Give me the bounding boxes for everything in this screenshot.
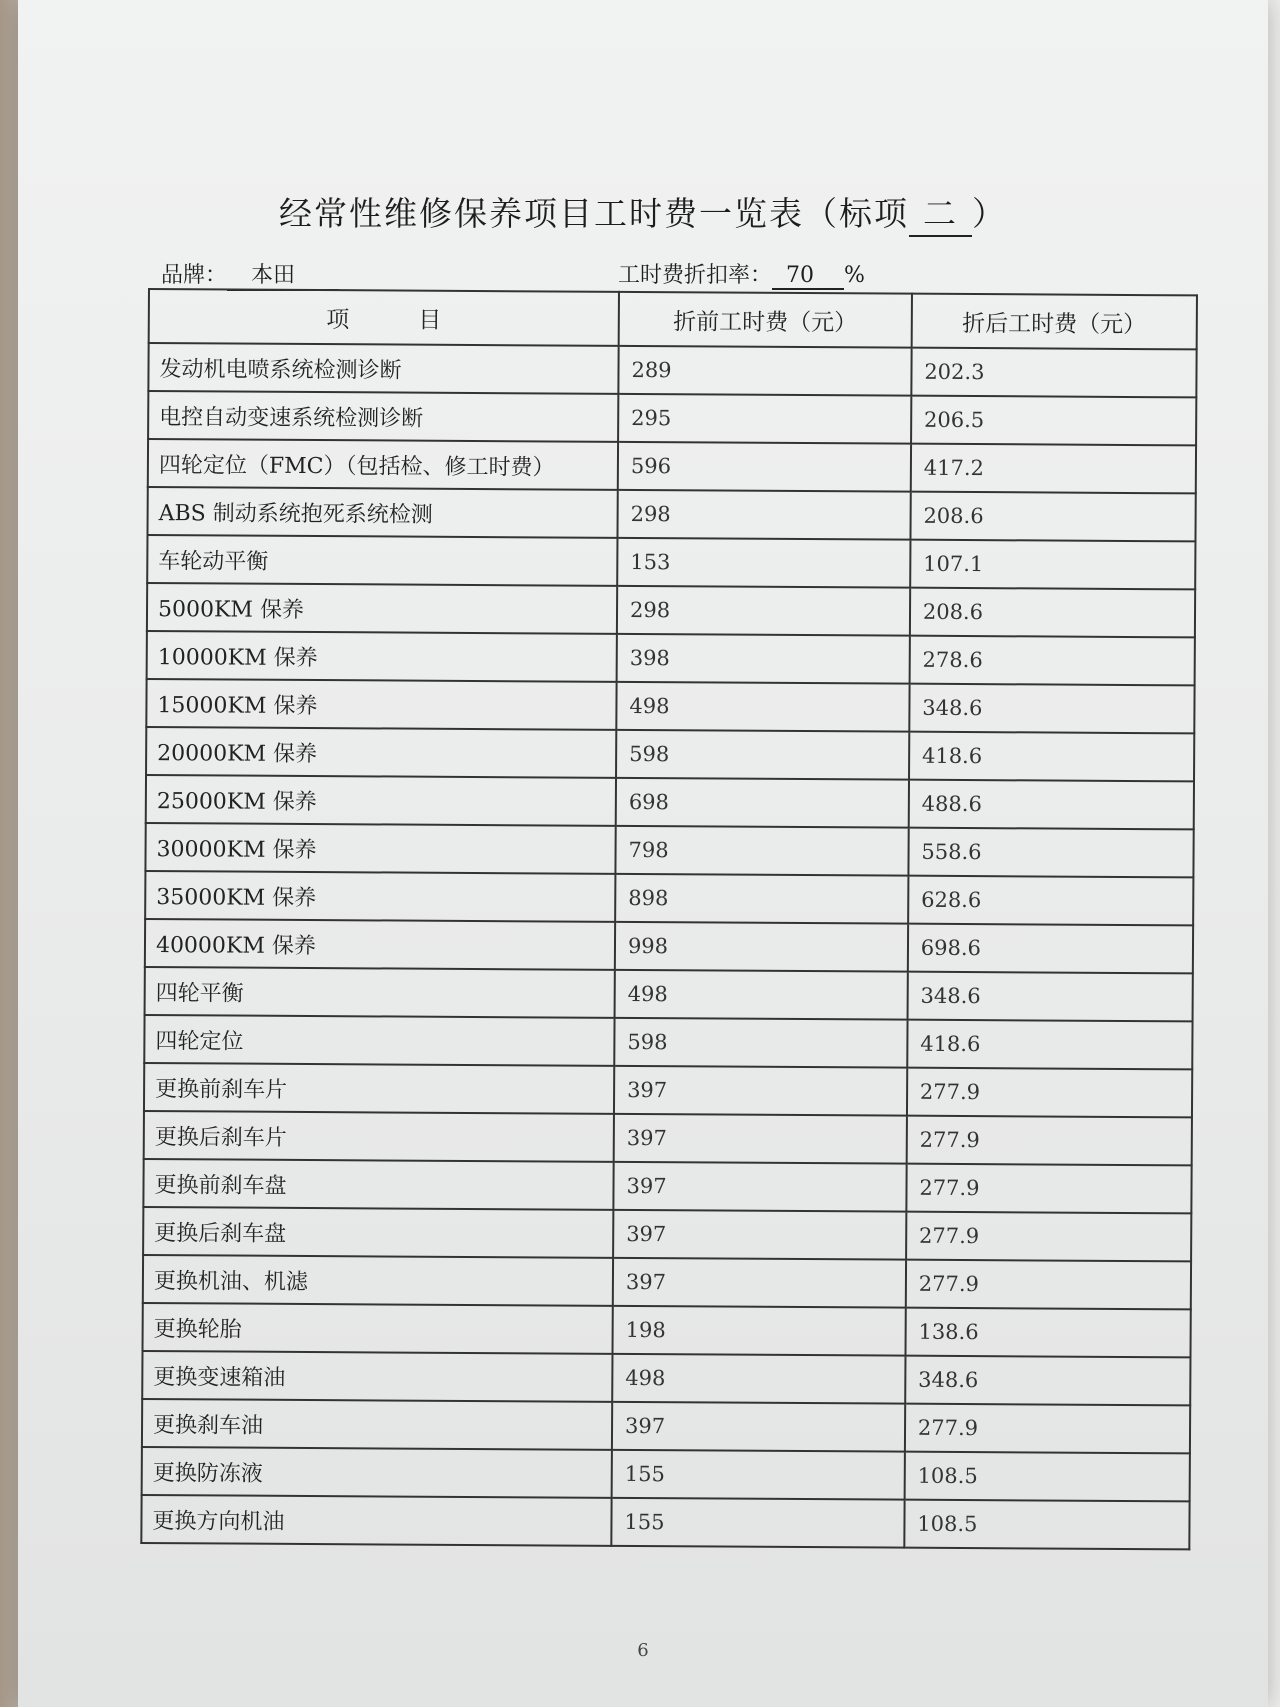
price-after-cell: 277.9 [906, 1260, 1191, 1310]
discount-unit: % [844, 263, 865, 288]
price-before-cell: 397 [614, 1114, 907, 1164]
item-name-cell: 40000KM 保养 [145, 919, 615, 970]
price-after-cell: 628.6 [908, 876, 1193, 926]
brand-value: 本田 [227, 258, 339, 291]
price-before-cell: 298 [617, 586, 910, 636]
price-after-cell: 277.9 [906, 1212, 1191, 1262]
table-body [141, 343, 1196, 1549]
item-name-cell: 四轮定位（FMC）（包括检、修工时费） [148, 439, 618, 490]
price-before-cell: 397 [613, 1258, 906, 1308]
page-number: 6 [637, 1640, 649, 1661]
price-before-cell: 397 [613, 1162, 906, 1212]
brand-label: 品牌： [161, 263, 228, 288]
header-price-before: 折前工时费（元） [619, 292, 912, 348]
price-before-cell: 598 [616, 730, 909, 780]
item-name-cell: 20000KM 保养 [146, 727, 616, 778]
table-row [148, 343, 1196, 397]
price-after-cell: 277.9 [906, 1164, 1191, 1214]
price-before-cell: 155 [612, 1450, 905, 1500]
table-row [144, 1111, 1192, 1165]
price-before-cell: 398 [617, 634, 910, 684]
item-name-cell: 10000KM 保养 [147, 631, 617, 682]
item-name-cell: 25000KM 保养 [146, 775, 616, 826]
price-before-cell: 596 [618, 442, 911, 492]
price-before-cell: 498 [612, 1354, 905, 1404]
price-before-cell: 898 [615, 874, 908, 924]
price-before-cell: 397 [614, 1066, 907, 1116]
discount-label: 工时费折扣率： [618, 263, 773, 288]
table-row [143, 1255, 1191, 1309]
price-after-cell: 107.1 [910, 540, 1195, 590]
price-after-cell: 417.2 [911, 444, 1196, 494]
discount-line [618, 258, 865, 290]
brand-line [161, 258, 339, 291]
item-name-cell: 车轮动平衡 [147, 535, 617, 586]
price-after-cell: 488.6 [909, 780, 1194, 830]
table-row [143, 1159, 1191, 1213]
item-name-cell: 更换后刹车片 [144, 1111, 614, 1162]
table-row [146, 775, 1194, 829]
price-before-cell: 598 [614, 1018, 907, 1068]
table-row [145, 823, 1193, 877]
price-after-cell: 206.5 [911, 396, 1196, 446]
table-row [148, 439, 1196, 493]
table-row [142, 1351, 1190, 1405]
price-after-cell: 348.6 [905, 1356, 1190, 1406]
price-before-cell: 397 [613, 1210, 906, 1260]
table-row [147, 631, 1195, 685]
table-row [145, 871, 1193, 925]
item-name-cell: 15000KM 保养 [146, 679, 616, 730]
item-name-cell: 30000KM 保养 [145, 823, 615, 874]
table-row [145, 967, 1193, 1021]
item-name-cell: 更换变速箱油 [142, 1351, 612, 1402]
price-before-cell: 798 [615, 826, 908, 876]
price-after-cell: 208.6 [910, 492, 1195, 542]
price-after-cell: 138.6 [905, 1308, 1190, 1358]
header-price-after: 折后工时费（元） [912, 294, 1197, 350]
fee-table [140, 288, 1198, 1550]
title-suffix: ） [972, 194, 1007, 233]
price-after-cell: 348.6 [909, 684, 1194, 734]
item-name-cell: 更换前刹车片 [144, 1063, 614, 1114]
price-after-cell: 202.3 [911, 348, 1196, 398]
price-before-cell: 155 [611, 1498, 904, 1548]
price-after-cell: 108.5 [904, 1500, 1189, 1550]
price-before-cell: 498 [616, 682, 909, 732]
item-name-cell: 5000KM 保养 [147, 583, 617, 634]
table-row [143, 1303, 1191, 1357]
table-row [146, 679, 1194, 733]
price-after-cell: 418.6 [907, 1020, 1192, 1070]
item-name-cell: 更换机油、机滤 [143, 1255, 613, 1306]
item-name-cell: 更换后刹车盘 [143, 1207, 613, 1258]
price-before-cell: 397 [612, 1402, 905, 1452]
item-name-cell: 电控自动变速系统检测诊断 [148, 391, 618, 442]
table-row [144, 1063, 1192, 1117]
price-before-cell: 153 [617, 538, 910, 588]
table-row [147, 535, 1195, 589]
table-row [143, 1207, 1191, 1261]
item-name-cell: 35000KM 保养 [145, 871, 615, 922]
table-row [145, 919, 1193, 973]
price-after-cell: 277.9 [905, 1404, 1190, 1454]
table-row [141, 1495, 1189, 1549]
price-after-cell: 348.6 [907, 972, 1192, 1022]
item-name-cell: 四轮定位 [144, 1015, 614, 1066]
title-blank: 二 [909, 188, 972, 237]
item-name-cell: 更换防冻液 [142, 1447, 612, 1498]
price-after-cell: 418.6 [909, 732, 1194, 782]
table-row [148, 391, 1196, 445]
price-after-cell: 277.9 [907, 1068, 1192, 1118]
discount-value: 70 [772, 263, 844, 290]
table-row [142, 1399, 1190, 1453]
price-before-cell: 289 [618, 346, 911, 396]
price-after-cell: 277.9 [907, 1116, 1192, 1166]
table-row [147, 583, 1195, 637]
table-header-row [149, 289, 1197, 349]
price-before-cell: 198 [612, 1306, 905, 1356]
item-name-cell: 更换前刹车盘 [143, 1159, 613, 1210]
table-row [146, 727, 1194, 781]
price-before-cell: 998 [615, 922, 908, 972]
item-name-cell: 四轮平衡 [145, 967, 615, 1018]
item-name-cell: 更换方向机油 [141, 1495, 611, 1546]
price-before-cell: 298 [617, 490, 910, 540]
price-after-cell: 108.5 [904, 1452, 1189, 1502]
table-row [144, 1015, 1192, 1069]
title-prefix: 经常性维修保养项目工时费一览表（标项 [279, 194, 909, 233]
page-title [18, 188, 1268, 237]
paper-sheet [18, 0, 1268, 1707]
table-row [142, 1447, 1190, 1501]
table-row [147, 487, 1195, 541]
price-after-cell: 208.6 [910, 588, 1195, 638]
price-after-cell: 558.6 [908, 828, 1193, 878]
price-before-cell: 698 [616, 778, 909, 828]
price-before-cell: 295 [618, 394, 911, 444]
price-after-cell: 278.6 [909, 636, 1194, 686]
item-name-cell: 发动机电喷系统检测诊断 [148, 343, 618, 394]
item-name-cell: 更换轮胎 [143, 1303, 613, 1354]
header-item: 项 目 [149, 289, 619, 346]
item-name-cell: ABS 制动系统抱死系统检测 [147, 487, 617, 538]
price-before-cell: 498 [615, 970, 908, 1020]
price-after-cell: 698.6 [908, 924, 1193, 974]
item-name-cell: 更换刹车油 [142, 1399, 612, 1450]
